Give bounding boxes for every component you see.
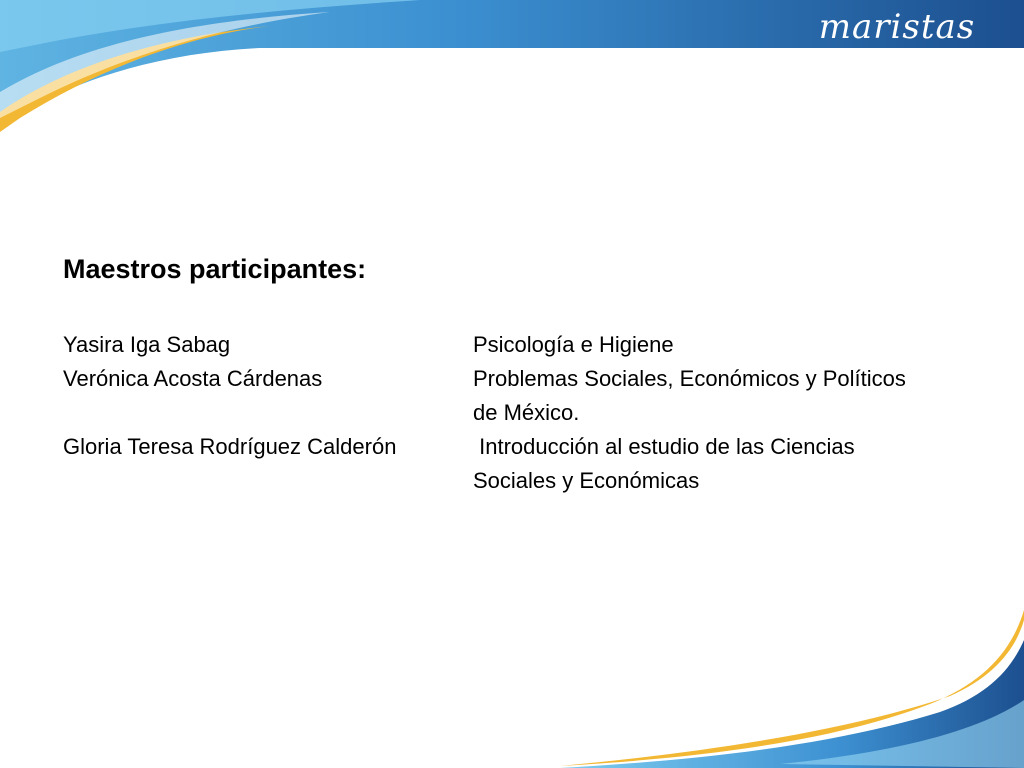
subject-name: Introducción al estudio de las Ciencias Sociales y Económicas — [473, 434, 855, 493]
subject-name: Problemas Sociales, Económicos y Políticos de México. — [473, 366, 906, 425]
participant-row — [63, 362, 993, 430]
participant-row — [63, 328, 993, 362]
teacher-name: Verónica Acosta Cárdenas — [63, 366, 323, 391]
participant-list — [63, 328, 993, 498]
teacher-name: Yasira Iga Sabag — [63, 332, 231, 357]
logo-text: maristas — [818, 7, 976, 47]
main-content — [63, 250, 993, 498]
participant-row — [63, 430, 993, 498]
teacher-name: Gloria Teresa Rodríguez Calderón — [63, 434, 397, 459]
maristas-logo — [792, 4, 1002, 48]
page-title: Maestros participantes: — [63, 254, 367, 284]
subject-name: Psicología e Higiene — [473, 332, 674, 357]
